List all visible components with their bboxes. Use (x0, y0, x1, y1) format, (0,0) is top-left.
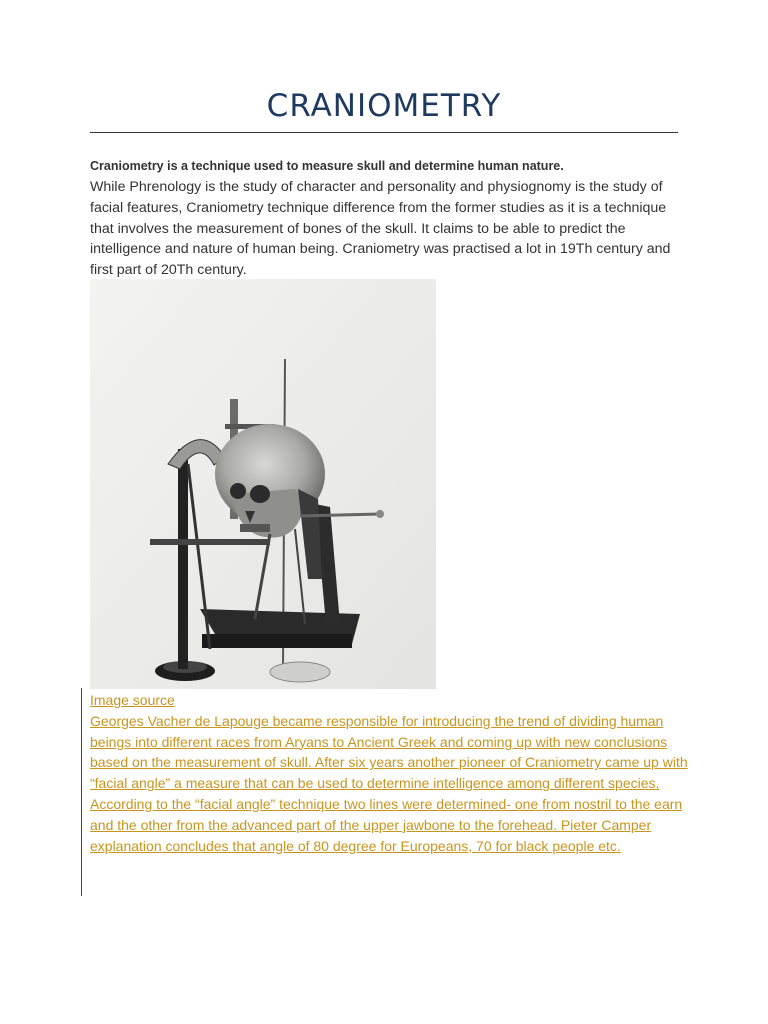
title-divider (90, 132, 678, 133)
craniometer-illustration (90, 279, 436, 689)
image-source-link[interactable]: Image source (90, 692, 175, 708)
craniometer-photo (90, 279, 436, 689)
page-title: CRANIOMETRY (266, 88, 502, 124)
lapouge-paragraph-link[interactable]: Georges Vacher de Lapouge became responsible for introducing the trend of dividing human beings into different races from Aryans to Ancient Greek and coming up with new conclusions based on the measurement of skull. After six years another pioneer of Craniometry came up with “facial angle” a measure that can be used to determine intelligence among different species. (90, 712, 688, 792)
intro-paragraph: While Phrenology is the study of character and personality and physiognomy is the study of facial features, Craniometry technique difference from the former studies as it is a technique that involves the measurement of bones of the skull. It claims to be able to predict the intelligence and nature of human being. Craniometry was practised a lot in 19Th century and first part of 20Th century. (90, 179, 671, 279)
linked-content (90, 690, 690, 856)
lead-sentence: Craniometry is a technique used to measure skull and determine human nature. (90, 159, 564, 173)
revision-bar (81, 688, 82, 896)
facial-angle-paragraph-link[interactable]: According to the “facial angle” technique two lines were determined- one from nostril to the earn and the other from the advanced part of the upper jawbone to the forehead. Pieter Camper explanation concludes that angle of 80 degree for Europeans, 70 for black people etc. (90, 795, 683, 854)
